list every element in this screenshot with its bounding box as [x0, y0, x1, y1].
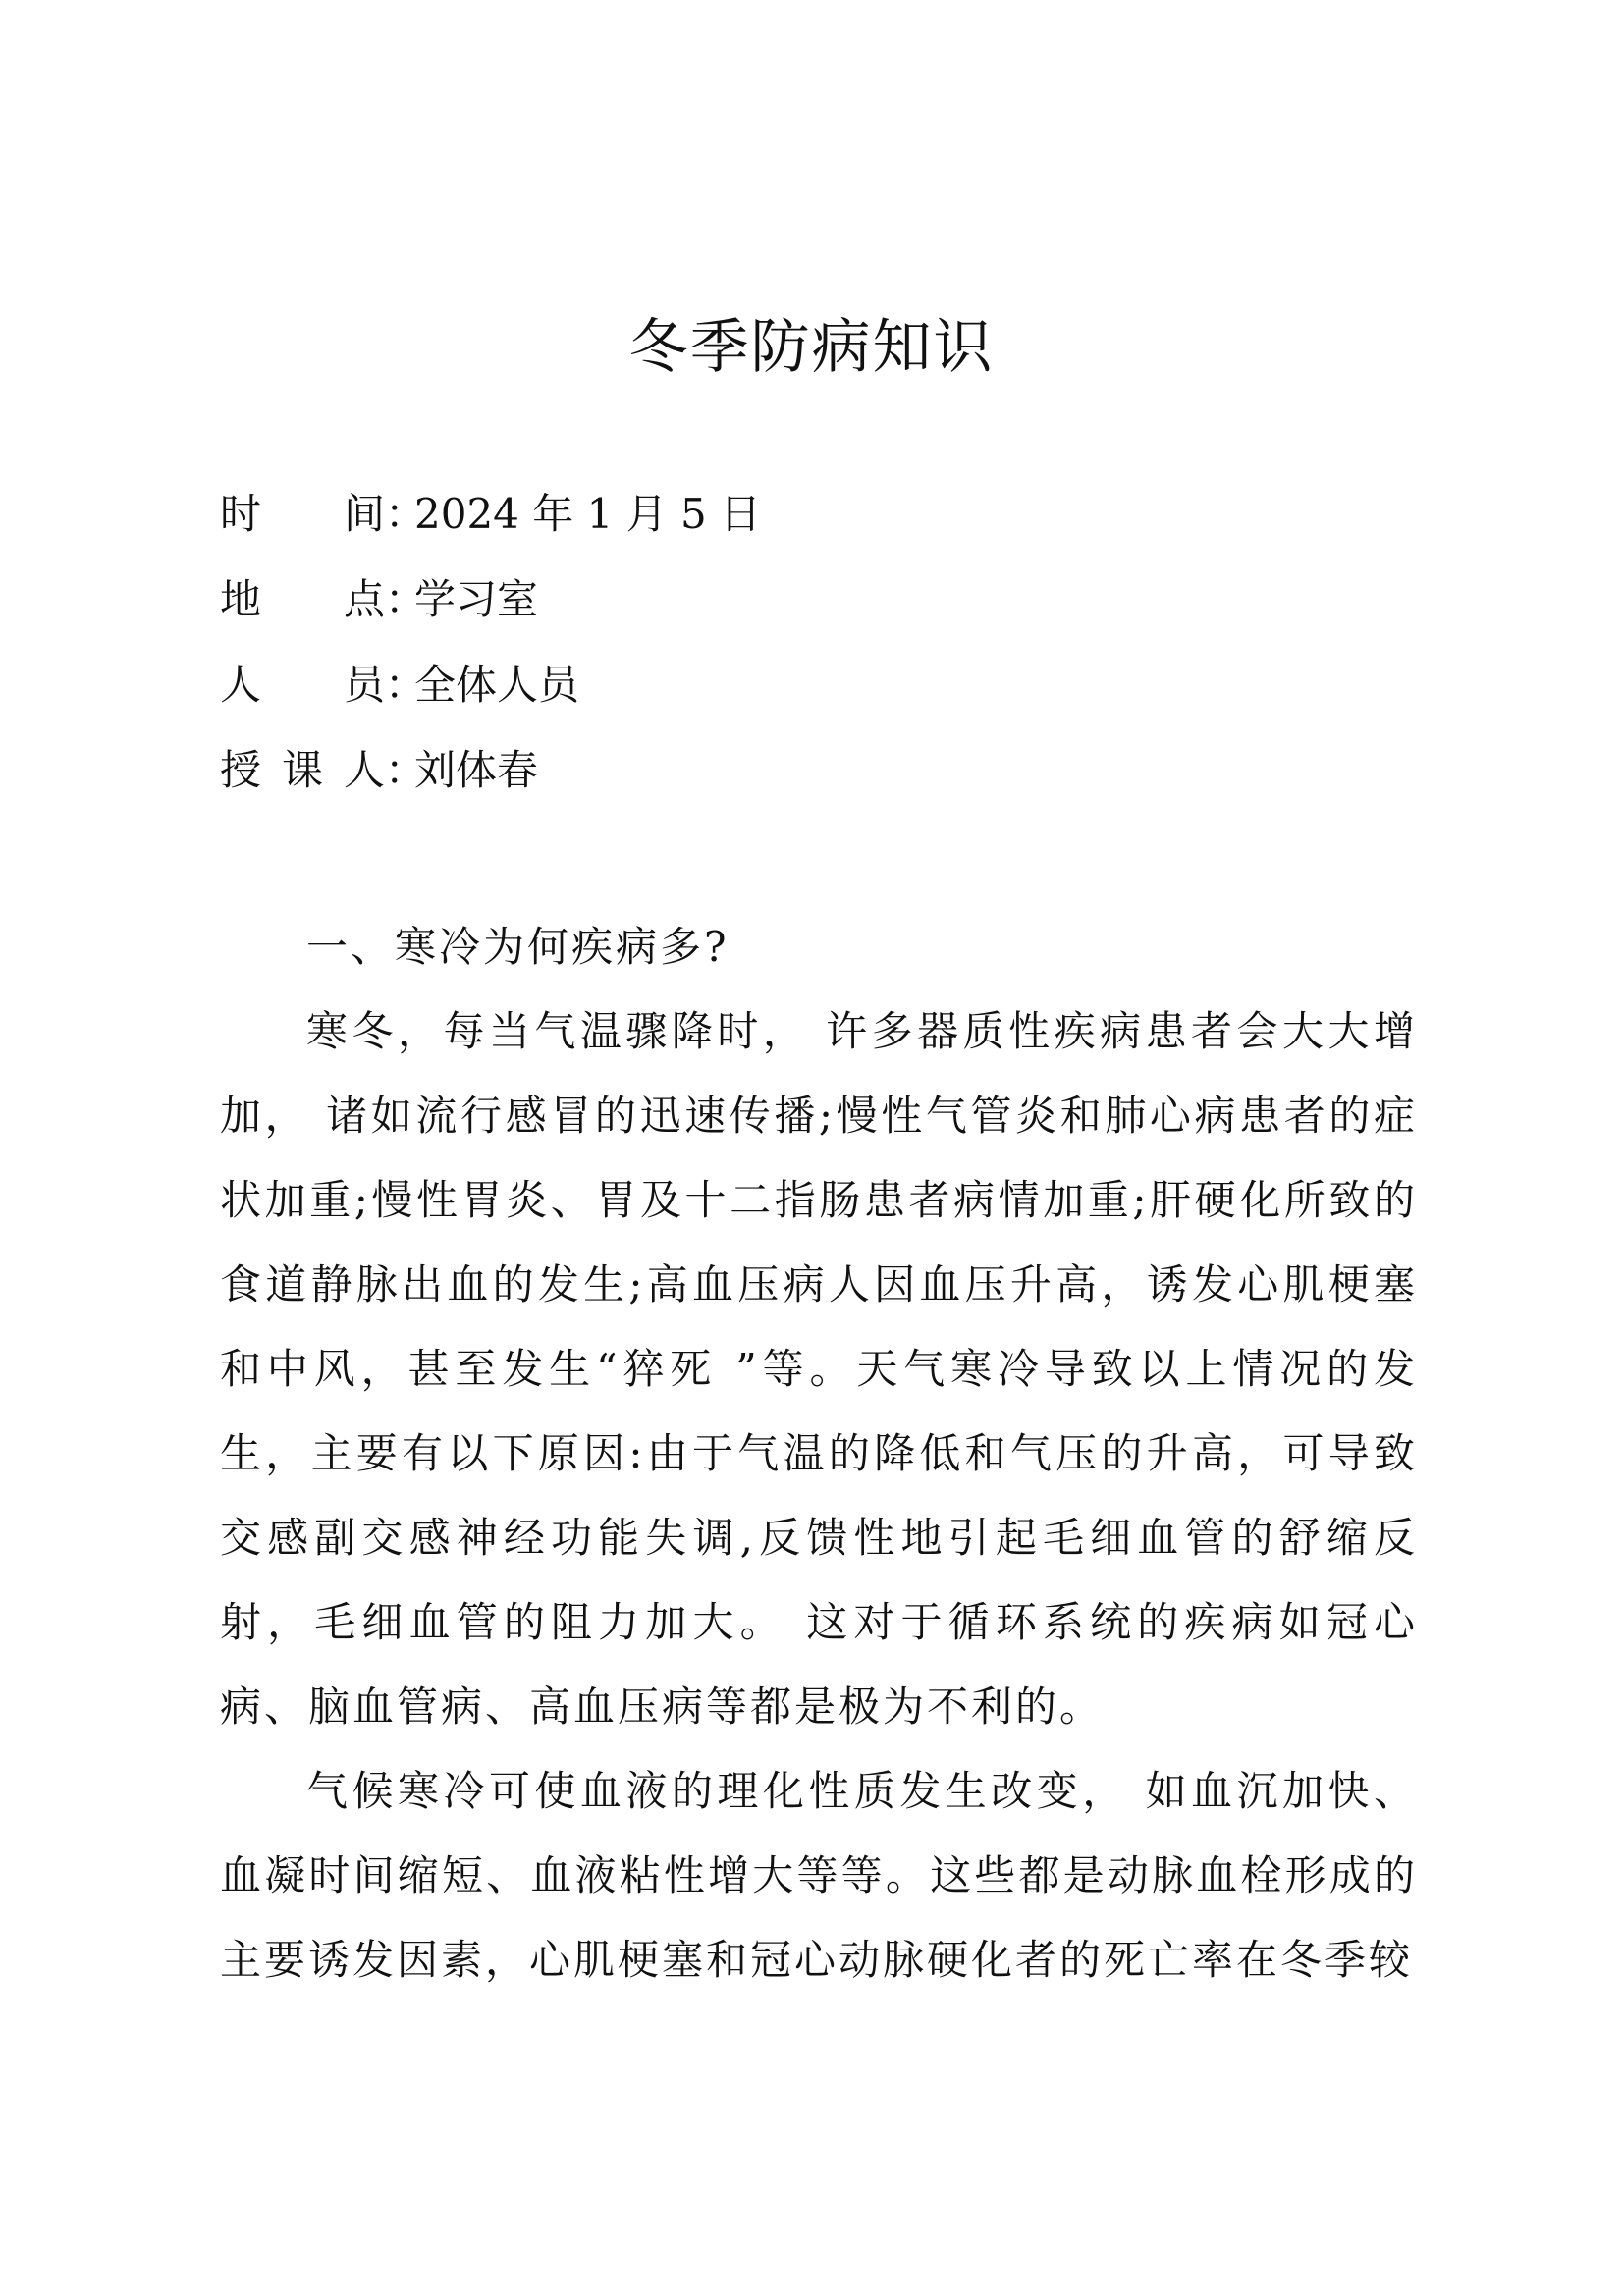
- meta-lecturer-row: [220, 741, 1418, 827]
- meta-time-value: 2024 年 1 月 5 日: [414, 490, 762, 538]
- meta-people-colon: ：: [385, 661, 427, 709]
- meta-lecturer-colon: ：: [385, 746, 427, 794]
- paragraph-1: 寒冬，每当气温骤降时， 许多器质性疾病患者会大大增加， 诸如流行感冒的迅速传播;慢性气管炎和肺心病患者的症状加重;慢性胃炎、胃及十二指肠患者病情加重;肝硬化所致的食道静脉出血的发生;高血压病人因血压升高，诱发心肌梗塞和中风，甚至发生“猝死 ”等。天气寒冷导致以上情况的发生，主要有以下原因:由于气温的降低和气压的升高，可导致交感副交感神经功能失调,反馈性地引起毛细血管的舒缩反射，毛细血管的阻力加大。 这对于循环系统的疾病如冠心病、脑血管病、高血压病等都是极为不利的。: [220, 1007, 1418, 1731]
- meta-time-row: [220, 485, 1418, 570]
- meta-time-label: 时间: [220, 490, 385, 538]
- meta-block: [220, 485, 1418, 827]
- meta-people-row: [220, 656, 1418, 741]
- section-heading: 一、寒冷为何疾病多?: [306, 923, 730, 971]
- meta-lecturer-label: 授课人: [220, 746, 385, 794]
- paragraph-2: 气候寒冷可使血液的理化性质发生改变， 如血沉加快、血凝时间缩短、血液粘性增大等等。这些都是动脉血栓形成的主要诱发因素，心肌梗塞和冠心动脉硬化者的死亡率在冬季较: [220, 1767, 1418, 1984]
- meta-place-row: [220, 570, 1418, 656]
- meta-place-label: 地点: [220, 575, 385, 623]
- document-title: 冬季防病知识: [628, 313, 995, 382]
- meta-people-label: 人员: [220, 661, 385, 709]
- meta-place-colon: ：: [385, 575, 427, 623]
- meta-time-colon: ：: [385, 490, 427, 538]
- document-body: [220, 905, 1418, 2002]
- meta-place-value: 学习室: [414, 575, 539, 623]
- meta-lecturer-value: 刘体春: [414, 746, 539, 794]
- meta-people-value: 全体人员: [414, 661, 580, 709]
